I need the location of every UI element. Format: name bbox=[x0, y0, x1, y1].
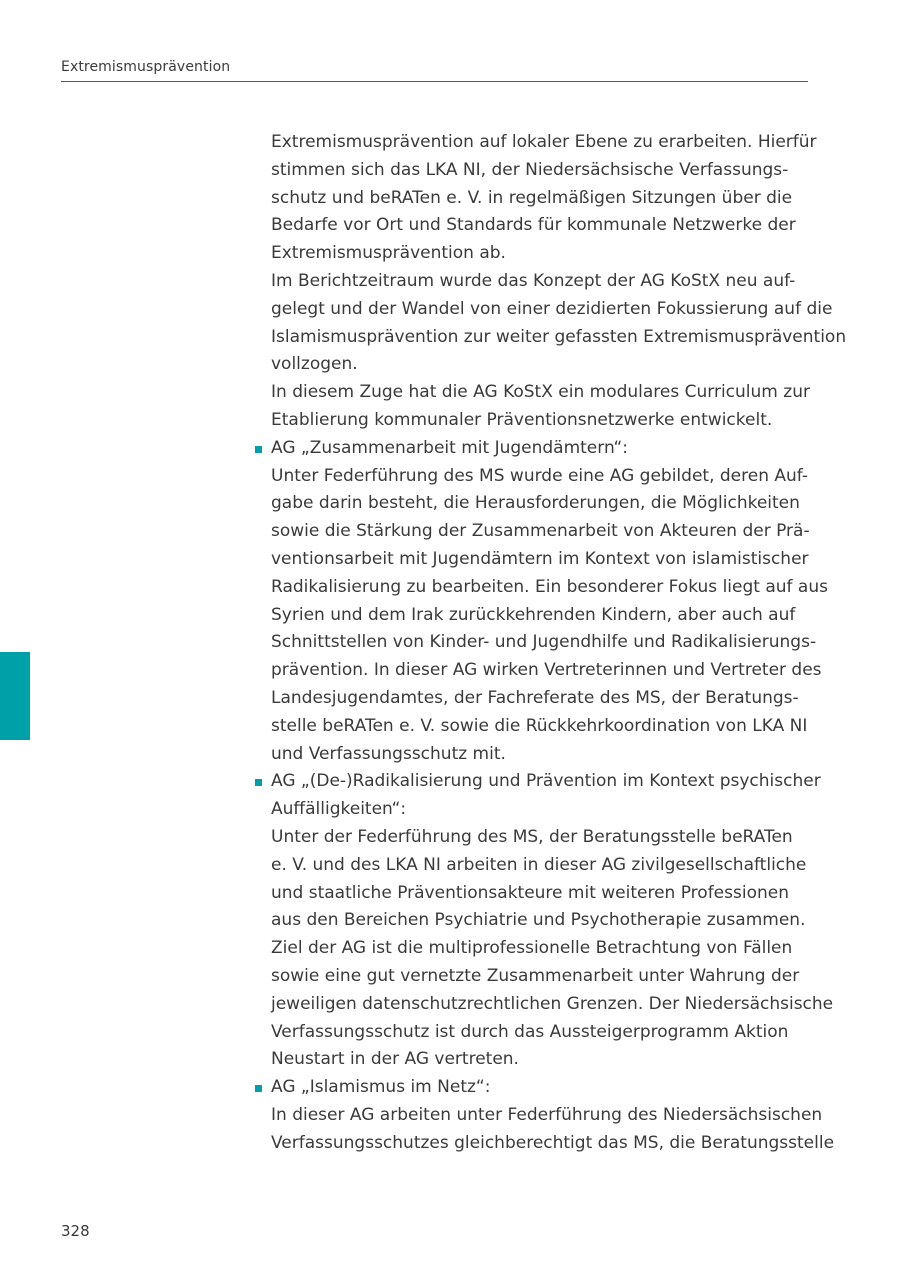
line-text: prävention. In dieser AG wirken Vertreterinnen und Vertreter des bbox=[271, 660, 822, 681]
bullet-text-line bbox=[271, 1102, 821, 1130]
line-text: e. V. und des LKA NI arbeiten in dieser AG zivilgesellschaftliche bbox=[271, 854, 807, 875]
chapter-side-tab bbox=[0, 652, 30, 740]
line-text: aus den Bereichen Psychiatrie und Psychotherapie zusammen. bbox=[271, 910, 806, 931]
bullet-text-line bbox=[271, 574, 828, 602]
line-text: gelegt und der Wandel von einer dezidierten Fokussierung auf die bbox=[271, 298, 833, 319]
line-text: Radikalisierung zu bearbeiten. Ein besonderer Fokus liegt auf aus bbox=[271, 576, 828, 597]
line-text: Landesjugendamtes, der Fachreferate des MS, der Beratungs- bbox=[271, 687, 799, 708]
bullet-text-line bbox=[271, 546, 821, 574]
bullet-text-line bbox=[271, 463, 821, 491]
running-head-title: Extremismusprävention bbox=[61, 59, 231, 75]
line-text: sowie die Stärkung der Zusammenarbeit von Akteuren der Prä- bbox=[271, 521, 810, 542]
bullet-text-line bbox=[271, 741, 821, 769]
bullet-text-line bbox=[271, 1046, 821, 1074]
paragraph-line bbox=[271, 407, 821, 435]
bullet-text-line bbox=[271, 629, 821, 657]
line-text: stelle beRATen e. V. sowie die Rückkehrkoordination von LKA NI bbox=[271, 715, 808, 736]
paragraph-line bbox=[271, 268, 821, 296]
line-text: Ziel der AG ist die multiprofessionelle Betrachtung von Fällen bbox=[271, 938, 793, 959]
bullet-text-line bbox=[271, 602, 821, 630]
line-text: sowie eine gut vernetzte Zusammenarbeit unter Wahrung der bbox=[271, 965, 800, 986]
bullet-text-line bbox=[271, 657, 821, 685]
paragraph-line bbox=[271, 212, 821, 240]
paragraph-line bbox=[271, 157, 821, 185]
paragraph-line bbox=[271, 240, 821, 268]
line-text: Verfassungsschutz ist durch das Aussteigerprogramm Aktion bbox=[271, 1021, 789, 1042]
line-text: Auffälligkeiten“: bbox=[271, 799, 407, 820]
line-text: schutz und beRATen e. V. in regelmäßigen Sitzungen über die bbox=[271, 187, 793, 208]
line-text: Im Berichtzeitraum wurde das Konzept der AG KoStX neu auf- bbox=[271, 270, 796, 291]
header-rule bbox=[61, 81, 808, 82]
line-text: Islamismusprävention zur weiter gefassten Extremismusprävention bbox=[271, 326, 847, 347]
line-text: Extremismusprävention ab. bbox=[271, 243, 506, 264]
paragraph-line bbox=[271, 379, 821, 407]
bullet-square-icon bbox=[255, 446, 262, 453]
bullet-text-line bbox=[271, 1130, 835, 1158]
bullet-text-line bbox=[271, 935, 821, 963]
bullet-text-line bbox=[271, 907, 821, 935]
line-text: Unter der Federführung des MS, der Beratungsstelle beRATen bbox=[271, 826, 793, 847]
bullet-text-line bbox=[271, 713, 821, 741]
body-text bbox=[271, 129, 847, 1157]
line-text: gabe darin besteht, die Herausforderungen, die Möglichkeiten bbox=[271, 493, 800, 514]
line-text: In dieser AG arbeiten unter Federführung des Niedersächsischen bbox=[271, 1104, 823, 1125]
bullet-text-line bbox=[271, 685, 821, 713]
line-text: In diesem Zuge hat die AG KoStX ein modulares Curriculum zur bbox=[271, 382, 810, 403]
bullet-text-line bbox=[271, 880, 821, 908]
line-text: Syrien und dem Irak zurückkehrenden Kindern, aber auch auf bbox=[271, 604, 796, 625]
bullet-text-line bbox=[271, 490, 821, 518]
line-text: stimmen sich das LKA NI, der Niedersächsische Verfassungs- bbox=[271, 159, 789, 180]
line-text: AG „(De-)Radikalisierung und Prävention im Kontext psychischer bbox=[271, 771, 821, 792]
bullet-title-line bbox=[271, 768, 821, 796]
line-text: ventionsarbeit mit Jugendämtern im Kontext von islamistischer bbox=[271, 548, 809, 569]
paragraph-line bbox=[271, 351, 821, 379]
paragraph-line bbox=[271, 129, 821, 157]
bullet-text-line bbox=[271, 991, 834, 1019]
bullet-square-icon bbox=[255, 779, 262, 786]
line-text: und Verfassungsschutz mit. bbox=[271, 743, 506, 764]
line-text: jeweiligen datenschutzrechtlichen Grenzen. Der Niedersächsische bbox=[271, 993, 834, 1014]
line-text: Extremismusprävention auf lokaler Ebene zu erarbeiten. Hierfür bbox=[271, 132, 817, 152]
bullet-text-line bbox=[271, 518, 821, 546]
bullet-title-line bbox=[271, 435, 821, 463]
bullet-square-icon bbox=[255, 1085, 262, 1092]
page-number: 328 bbox=[61, 1222, 90, 1240]
bullet-text-line bbox=[271, 824, 821, 852]
bullet-title-line bbox=[271, 1074, 821, 1102]
line-text: AG „Zusammenarbeit mit Jugendämtern“: bbox=[271, 437, 629, 458]
bullet-text-line bbox=[271, 1019, 821, 1047]
line-text: Etablierung kommunaler Präventionsnetzwerke entwickelt. bbox=[271, 409, 773, 430]
line-text: Verfassungsschutzes gleichberechtigt das MS, die Beratungsstelle bbox=[271, 1132, 835, 1153]
line-text: AG „Islamismus im Netz“: bbox=[271, 1077, 491, 1098]
bullet-text-line bbox=[271, 963, 821, 991]
line-text: Neustart in der AG vertreten. bbox=[271, 1049, 519, 1070]
bullet-text-line bbox=[271, 852, 821, 880]
line-text: Schnittstellen von Kinder- und Jugendhilfe und Radikalisierungs- bbox=[271, 632, 817, 653]
bullet-title-line bbox=[271, 796, 821, 824]
line-text: vollzogen. bbox=[271, 354, 358, 375]
line-text: Bedarfe vor Ort und Standards für kommunale Netzwerke der bbox=[271, 215, 796, 236]
paragraph-line bbox=[271, 296, 833, 324]
line-text: und staatliche Präventionsakteure mit weiteren Professionen bbox=[271, 882, 789, 903]
paragraph-line bbox=[271, 185, 821, 213]
paragraph-line bbox=[271, 324, 847, 352]
line-text: Unter Federführung des MS wurde eine AG gebildet, deren Auf- bbox=[271, 465, 808, 486]
